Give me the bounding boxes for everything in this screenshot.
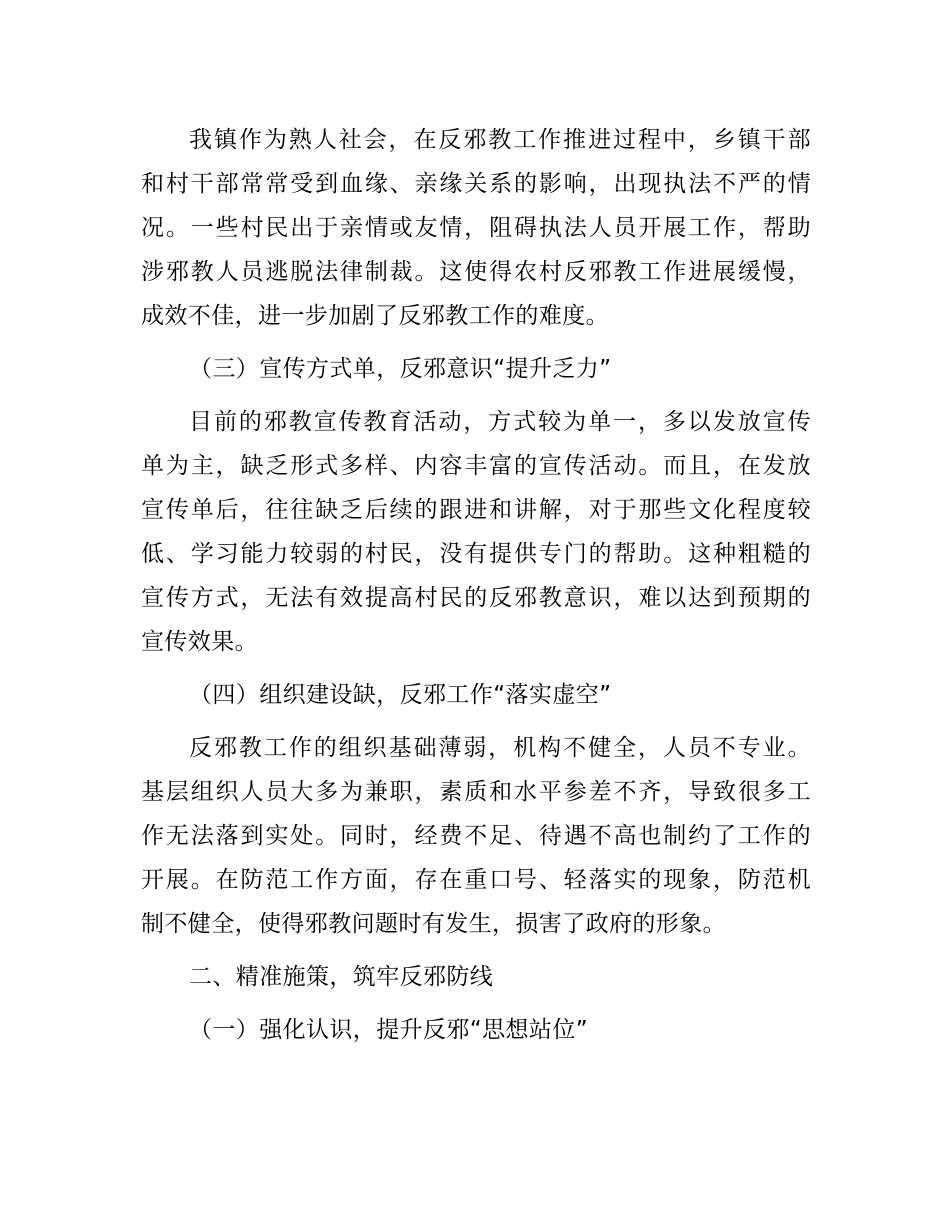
text-line: 宣传方式，无法有效提高村民的反邪教意识，难以达到预期的 (141, 585, 811, 611)
text-line: 况。一些村民出于亲情或友情，阻碍执法人员开展工作，帮助 (141, 215, 811, 241)
document-page (141, 118, 811, 1052)
text-line: 成效不佳，进一步加剧了反邪教工作的难度。 (141, 303, 609, 329)
text-line: 制不健全，使得邪教问题时有发生，损害了政府的形象。 (141, 911, 726, 937)
text-line: 开展。在防范工作方面，存在重口号、轻落实的现象，防范机 (141, 867, 811, 893)
text-line: 涉邪教人员逃脱法律制裁。这使得农村反邪教工作进展缓慢， (141, 259, 811, 285)
text-line: 基层组织人员大多为兼职，素质和水平参差不齐，导致很多工 (141, 779, 811, 805)
heading-strengthen-awareness: （一）强化认识，提升反邪“思想站位” (189, 1017, 589, 1043)
heading-organization: （四）组织建设缺，反邪工作“落实虚空” (189, 682, 612, 708)
paragraph-publicity-method (141, 400, 811, 664)
section-heading-measures: 二、精准施策，筑牢反邪防线 (189, 964, 494, 990)
text-line: 反邪教工作的组织基础薄弱，机构不健全，人员不专业。 (189, 735, 811, 761)
text-line: 目前的邪教宣传教育活动，方式较为单一，多以发放宣传 (189, 409, 811, 435)
text-line: 我镇作为熟人社会，在反邪教工作推进过程中，乡镇干部 (189, 127, 811, 153)
paragraph-kinship-influence (141, 118, 811, 338)
heading-publicity-method: （三）宣传方式单，反邪意识“提升乏力” (189, 356, 612, 382)
text-line: 作无法落到实处。同时，经费不足、待遇不高也制约了工作的 (141, 823, 811, 849)
text-line: 和村干部常常受到血缘、亲缘关系的影响，出现执法不严的情 (141, 171, 811, 197)
paragraph-organization (141, 726, 811, 946)
text-line: 单为主，缺乏形式多样、内容丰富的宣传活动。而且，在发放 (141, 453, 811, 479)
text-line: 宣传单后，往往缺乏后续的跟进和讲解，对于那些文化程度较 (141, 497, 811, 523)
text-line: 低、学习能力较弱的村民，没有提供专门的帮助。这种粗糙的 (141, 541, 811, 567)
text-line: 宣传效果。 (141, 629, 258, 655)
